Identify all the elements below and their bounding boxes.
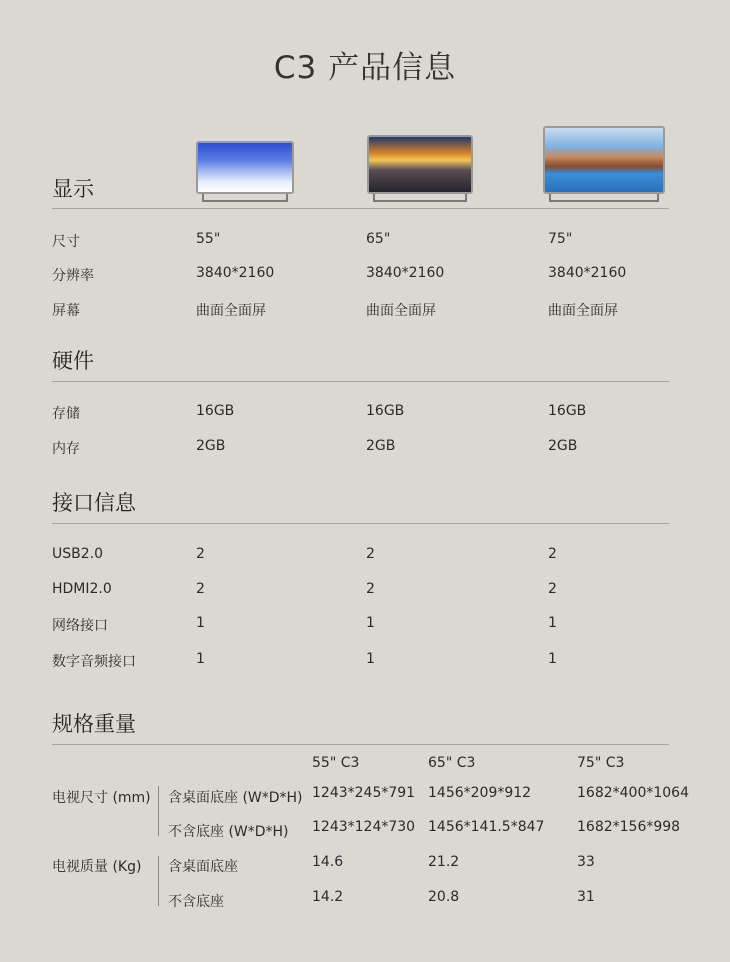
divider	[52, 208, 669, 209]
cell-value: 16GB	[548, 403, 587, 419]
cell-value: 1	[366, 615, 375, 631]
group-label: 电视尺寸 (mm)	[52, 790, 151, 806]
cell-value: 2	[548, 546, 557, 562]
cell-value: 曲面全面屏	[196, 303, 266, 319]
divider	[52, 744, 669, 745]
cell-value: 2GB	[196, 438, 226, 454]
section-heading-specs: 规格重量	[52, 712, 136, 736]
cell-value: 20.8	[428, 889, 460, 905]
cell-value: 33	[577, 854, 595, 870]
cell-value: 16GB	[366, 403, 405, 419]
cell-value: 1	[366, 651, 375, 667]
row-label: 尺寸	[52, 234, 80, 250]
row-label: 存储	[52, 406, 80, 422]
cell-value: 1682*156*998	[577, 819, 681, 835]
row-label: 屏幕	[52, 303, 80, 319]
cell-value: 14.2	[312, 889, 344, 905]
group-label: 电视质量 (Kg)	[52, 859, 142, 875]
cell-value: 2GB	[548, 438, 578, 454]
cell-value: 3840*2160	[548, 265, 627, 281]
row-label: 含桌面底座 (W*D*H)	[168, 790, 303, 806]
cell-value: 1243*245*791	[312, 785, 416, 801]
section-heading-ports: 接口信息	[52, 491, 136, 515]
cell-value: 3840*2160	[196, 265, 275, 281]
row-label: USB2.0	[52, 546, 104, 562]
cell-value: 31	[577, 889, 595, 905]
cell-value: 21.2	[428, 854, 460, 870]
cell-value: 75"	[548, 231, 573, 247]
cell-value: 16GB	[196, 403, 235, 419]
column-header: 75" C3	[577, 755, 625, 771]
cell-value: 1682*400*1064	[577, 785, 689, 801]
cell-value: 2	[366, 546, 375, 562]
cell-value: 曲面全面屏	[366, 303, 436, 319]
cell-value: 2GB	[366, 438, 396, 454]
tv-65-image	[367, 135, 473, 202]
cell-value: 1243*124*730	[312, 819, 416, 835]
cell-value: 1456*209*912	[428, 785, 532, 801]
tv-55-image	[196, 141, 294, 202]
cell-value: 2	[366, 581, 375, 597]
section-heading-hardware: 硬件	[52, 349, 94, 373]
cell-value: 1	[548, 651, 557, 667]
cell-value: 曲面全面屏	[548, 303, 618, 319]
cell-value: 55"	[196, 231, 221, 247]
page-title: C3 产品信息	[273, 50, 457, 86]
cell-value: 1	[196, 615, 205, 631]
row-label: 分辨率	[52, 268, 94, 284]
cell-value: 3840*2160	[366, 265, 445, 281]
cell-value: 1	[548, 615, 557, 631]
column-header: 55" C3	[312, 755, 360, 771]
divider	[52, 523, 669, 524]
tv-75-image	[543, 126, 665, 202]
cell-value: 2	[196, 546, 205, 562]
row-label: HDMI2.0	[52, 581, 112, 597]
cell-value: 1	[196, 651, 205, 667]
row-label: 不含底座 (W*D*H)	[168, 824, 289, 840]
row-label: 含桌面底座	[168, 859, 238, 875]
row-label: 网络接口	[52, 618, 108, 634]
cell-value: 65"	[366, 231, 391, 247]
row-label: 不含底座	[168, 894, 224, 910]
cell-value: 2	[196, 581, 205, 597]
cell-value: 1456*141.5*847	[428, 819, 545, 835]
group-divider	[158, 856, 159, 906]
row-label: 内存	[52, 441, 80, 457]
divider	[52, 381, 669, 382]
cell-value: 14.6	[312, 854, 344, 870]
section-heading-display: 显示	[52, 177, 94, 201]
group-divider	[158, 786, 159, 836]
column-header: 65" C3	[428, 755, 476, 771]
row-label: 数字音频接口	[52, 654, 136, 670]
cell-value: 2	[548, 581, 557, 597]
